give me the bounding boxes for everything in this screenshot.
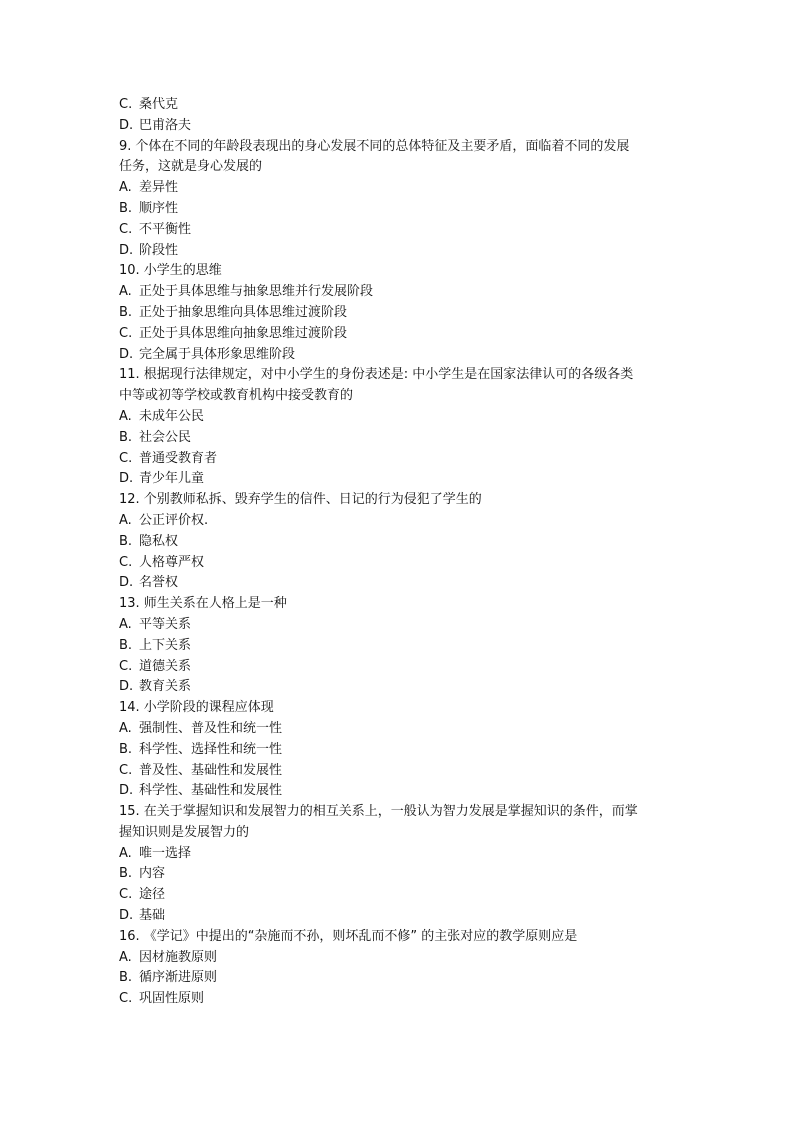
option-text: 基础 [139, 908, 166, 924]
option-text: 因材施教原则 [139, 949, 218, 965]
option-text: 普及性、基础性和发展性 [139, 762, 283, 778]
answer-option [119, 407, 684, 428]
option-text: 途径 [139, 887, 166, 903]
question-stem-text: 任务，这就是身心发展的 [119, 159, 263, 175]
option-letter: C. [119, 325, 133, 341]
answer-option [119, 636, 684, 657]
answer-option [119, 428, 684, 449]
option-letter: C. [119, 450, 133, 466]
question-block [119, 137, 684, 262]
option-text: 普通受教育者 [139, 450, 218, 466]
option-text: 青少年儿童 [139, 471, 205, 487]
option-text: 强制性、普及性和统一性 [139, 720, 283, 736]
option-text: 未成年公民 [139, 408, 205, 424]
option-letter: D. [119, 575, 134, 591]
option-letter: A. [119, 512, 132, 528]
answer-option [119, 345, 684, 366]
question-stem [119, 261, 684, 282]
option-letter: B. [119, 200, 133, 216]
option-letter: B. [119, 866, 133, 882]
question-stem-text: 《学记》中提出的“杂施而不孙，则坏乱而不修” 的主张对应的教学原则应是 [143, 928, 578, 944]
question-stem-text: 根据现行法律规定，对中小学生的身份表述是: 中小学生是在国家法律认可的各级各类 [143, 367, 634, 383]
option-text: 平等关系 [139, 616, 192, 632]
question-block [119, 490, 684, 594]
question-stem-text: 中等或初等学校或教育机构中接受教育的 [119, 388, 354, 404]
answer-option [119, 199, 684, 220]
answer-option [119, 781, 684, 802]
answer-option [119, 906, 684, 927]
option-letter: B. [119, 304, 133, 320]
option-letter: C. [119, 221, 133, 237]
answer-option [119, 885, 684, 906]
question-number: 13. [119, 596, 140, 612]
option-text: 正处于具体思维与抽象思维并行发展阶段 [139, 284, 374, 300]
question-stem [119, 137, 684, 158]
option-text: 不平衡性 [139, 221, 192, 237]
question-stem-text: 在关于掌握知识和发展智力的相互关系上，一般认为智力发展是掌握知识的条件，而掌 [143, 804, 638, 820]
question-stem-continued [119, 823, 684, 844]
option-letter: C. [119, 97, 133, 112]
answer-option [119, 657, 684, 678]
question-stem [119, 365, 684, 386]
option-letter: A. [119, 720, 132, 736]
option-text: 内容 [139, 866, 166, 882]
option-text: 唯一选择 [139, 845, 192, 861]
answer-option [119, 761, 684, 782]
option-text: 巴甫洛夫 [139, 117, 192, 133]
answer-option [119, 241, 684, 262]
option-text: 完全属于具体形象思维阶段 [139, 346, 296, 362]
question-number: 14. [119, 700, 140, 716]
answer-option [119, 178, 684, 199]
question-number: 16. [119, 928, 140, 944]
answer-option [119, 968, 684, 989]
question-stem-text: 个体在不同的年龄段表现出的身心发展不同的总体特征及主要矛盾，面临着不同的发展 [135, 138, 630, 154]
answer-option [119, 844, 684, 865]
question-stem [119, 927, 684, 948]
answer-option [119, 95, 684, 116]
answer-option [119, 511, 684, 532]
option-letter: A. [119, 284, 132, 300]
option-text: 社会公民 [139, 429, 192, 445]
option-letter: D. [119, 242, 134, 258]
question-stem-text: 小学阶段的课程应体现 [143, 700, 274, 716]
option-text: 名誉权 [139, 575, 179, 591]
answer-option [119, 469, 684, 490]
option-text: 巩固性原则 [139, 991, 205, 1007]
question-block [119, 802, 684, 927]
option-letter: D. [119, 908, 134, 924]
option-text: 科学性、基础性和发展性 [139, 783, 283, 799]
option-letter: C. [119, 991, 133, 1007]
answer-option [119, 677, 684, 698]
question-number: 10. [119, 263, 140, 279]
answer-option [119, 282, 684, 303]
option-letter: C. [119, 762, 133, 778]
answer-option [119, 116, 684, 137]
option-text: 科学性、选择性和统一性 [139, 741, 283, 757]
question-number: 12. [119, 492, 140, 508]
question-number: 9. [119, 138, 132, 154]
question-stem [119, 802, 684, 823]
question-list [119, 95, 684, 1010]
question-stem [119, 490, 684, 511]
answer-option [119, 719, 684, 740]
option-text: 上下关系 [139, 637, 192, 653]
option-text: 隐私权 [139, 533, 179, 549]
question-stem-continued [119, 386, 684, 407]
answer-option [119, 615, 684, 636]
option-letter: B. [119, 741, 133, 757]
option-letter: C. [119, 658, 133, 674]
option-letter: D. [119, 117, 134, 133]
option-letter: D. [119, 471, 134, 487]
option-letter: B. [119, 970, 133, 986]
option-letter: B. [119, 533, 133, 549]
option-text: 正处于抽象思维向具体思维过渡阶段 [139, 304, 348, 320]
question-block [119, 261, 684, 365]
option-text: 道德关系 [139, 658, 192, 674]
question-stem-text: 小学生的思维 [143, 263, 222, 279]
option-letter: D. [119, 679, 134, 695]
option-letter: A. [119, 616, 132, 632]
question-block [119, 927, 684, 1010]
option-text: 桑代克 [139, 97, 179, 112]
option-text: 人格尊严权 [139, 554, 205, 570]
option-letter: A. [119, 180, 132, 196]
question-stem-continued [119, 157, 684, 178]
option-letter: D. [119, 783, 134, 799]
question-stem [119, 594, 684, 615]
answer-option [119, 740, 684, 761]
answer-option [119, 864, 684, 885]
question-block [119, 594, 684, 698]
option-text: 循序渐进原则 [139, 970, 218, 986]
question-stem [119, 698, 684, 719]
option-text: 差异性 [139, 180, 179, 196]
answer-option [119, 220, 684, 241]
question-block [119, 698, 684, 802]
option-text: 阶段性 [139, 242, 179, 258]
answer-option [119, 449, 684, 470]
option-letter: C. [119, 554, 133, 570]
option-text: 公正评价权. [139, 512, 209, 528]
answer-option [119, 948, 684, 969]
answer-option [119, 324, 684, 345]
option-letter: B. [119, 637, 133, 653]
option-letter: C. [119, 887, 133, 903]
option-letter: A. [119, 845, 132, 861]
answer-option [119, 532, 684, 553]
answer-option [119, 553, 684, 574]
option-letter: D. [119, 346, 134, 362]
question-number: 11. [119, 367, 140, 383]
answer-option [119, 573, 684, 594]
option-text: 正处于具体思维向抽象思维过渡阶段 [139, 325, 348, 341]
answer-option [119, 303, 684, 324]
question-stem-text: 师生关系在人格上是一种 [143, 596, 287, 612]
option-letter: B. [119, 429, 133, 445]
question-stem-text: 握知识则是发展智力的 [119, 824, 250, 840]
option-letter: A. [119, 949, 132, 965]
option-text: 顺序性 [139, 200, 179, 216]
question-block [119, 365, 684, 490]
answer-option [119, 989, 684, 1010]
question-stem-text: 个别教师私拆、毁弃学生的信件、日记的行为侵犯了学生的 [143, 492, 482, 508]
option-text: 教育关系 [139, 679, 192, 695]
option-letter: A. [119, 408, 132, 424]
question-number: 15. [119, 804, 140, 820]
